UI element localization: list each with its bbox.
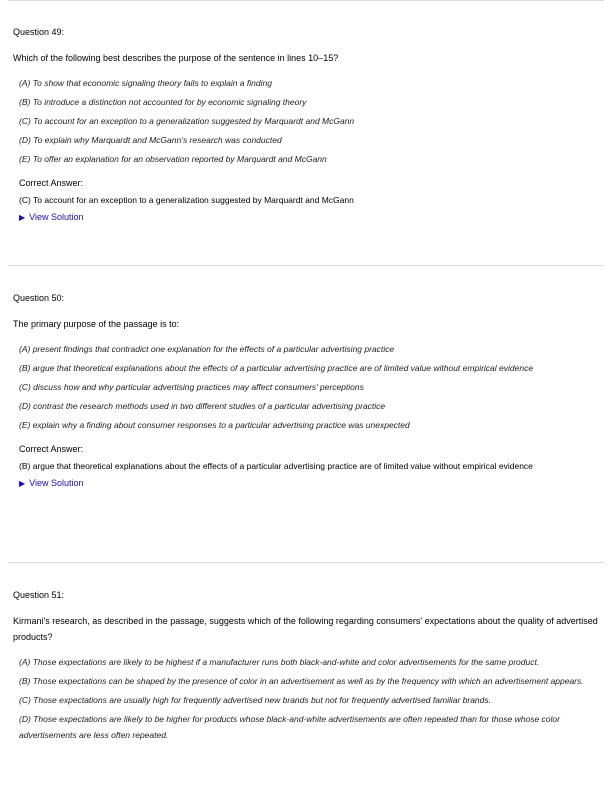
choice-list — [13, 75, 599, 167]
choice-e: (E) To offer an explanation for an observation reported by Marquardt and McGann — [19, 154, 327, 164]
disclosure-triangle-icon: ▶ — [19, 479, 26, 488]
choice-b: (B) To introduce a distinction not accounted for by economic signaling theory — [19, 97, 307, 107]
correct-answer-text: (B) argue that theoretical explanations about the effects of a particular advertising practice are of limited value without empirical evidence — [19, 461, 533, 471]
choice-a: (A) To show that economic signaling theory fails to explain a finding — [19, 78, 272, 88]
divider-q51 — [8, 562, 604, 563]
view-solution-label: View Solution — [29, 212, 84, 222]
choice-d: (D) Those expectations are likely to be higher for products whose black-and-white advertisements are often repeated than for those whose color advertisements are less often repeated. — [19, 714, 560, 740]
question-number: Question 49: — [13, 27, 65, 37]
choice-b: (B) argue that theoretical explanations about the effects of a particular advertising practice are of limited value without empirical evidence — [19, 363, 534, 373]
choice-d: (D) contrast the research methods used in two different studies of a particular advertising practice — [19, 401, 386, 411]
question-49 — [13, 26, 599, 224]
correct-answer-label: Correct Answer: — [19, 444, 84, 454]
correct-answer-text: (C) To account for an exception to a generalization suggested by Marquardt and McGann — [19, 195, 354, 205]
correct-answer-label: Correct Answer: — [19, 178, 84, 188]
view-solution-label: View Solution — [29, 478, 84, 488]
question-stem: Which of the following best describes the purpose of the sentence in lines 10–15? — [13, 53, 339, 63]
choice-c: (C) To account for an exception to a generalization suggested by Marquardt and McGann — [19, 116, 355, 126]
divider-q50 — [8, 265, 604, 266]
question-stem: The primary purpose of the passage is to: — [13, 319, 180, 329]
view-solution-toggle[interactable] — [19, 477, 599, 490]
choice-e: (E) explain why a finding about consumer responses to a particular advertising practice was unexpected — [19, 420, 410, 430]
choice-c: (C) discuss how and why particular advertising practices may affect consumers’ perceptions — [19, 382, 364, 392]
top-divider — [8, 0, 604, 1]
question-stem: Kirmani's research, as described in the passage, suggests which of the following regarding consumers' expectations about the quality of advertised products? — [13, 616, 598, 642]
choice-a: (A) present findings that contradict one explanation for the effects of a particular advertising practice — [19, 344, 395, 354]
choice-b: (B) Those expectations can be shaped by the presence of color in an advertisement as well as by the frequency with which an advertisement appears. — [19, 676, 584, 686]
choice-d: (D) To explain why Marquardt and McGann’s research was conducted — [19, 135, 282, 145]
choice-list — [13, 654, 599, 743]
question-50 — [13, 292, 599, 490]
question-number: Question 50: — [13, 293, 65, 303]
choice-c: (C) Those expectations are usually high for frequently advertised new brands but not for frequently advertised familiar brands. — [19, 695, 491, 705]
choice-list — [13, 341, 599, 433]
view-solution-toggle[interactable] — [19, 211, 599, 224]
disclosure-triangle-icon: ▶ — [19, 213, 26, 222]
question-number: Question 51: — [13, 590, 65, 600]
question-51 — [13, 589, 599, 746]
choice-a: (A) Those expectations are likely to be highest if a manufacturer runs both black-and-white and color advertisements for the same product. — [19, 657, 540, 667]
